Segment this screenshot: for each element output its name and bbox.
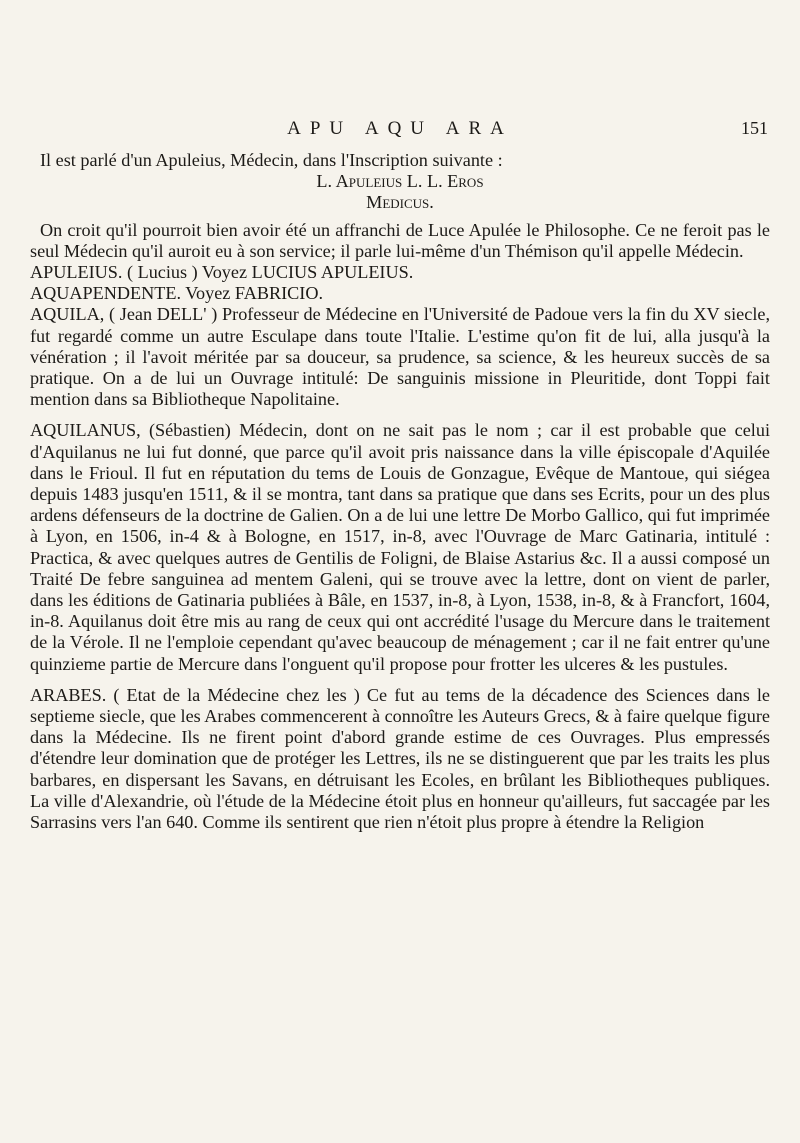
apuleius-intro-line: Il est parlé d'un Apuleius, Médecin, dans l'Inscription suivante : [40, 150, 503, 170]
entry-apuleius-lucius: APULEIUS. ( Lucius ) Voyez LUCIUS APULEIUS. [30, 262, 414, 283]
entry-aquilanus: AQUILANUS, (Sébastien) Médecin, dont on ne sait pas le nom ; car il est probable que celui d'Aquilanus ne lui fut donné, que parce qu'il avoit pris naissance dans la ville épiscopale d'Aquilée dans le Frioul. Il fut en réputation du tems de Louis de Gonzague, Evêque de Mantoue, qui siégea depuis 1483 jusqu'en 1511, & il se montra, tant dans sa pratique que dans ses Ecrits, pour un des plus ardens défenseurs de la doctrine de Galien. On a de lui une lettre De Morbo Gallico, qui fut imprimée à Lyon, en 1506, in-4 & à Bologne, en 1517, in-8, avec l'Ouvrage de Marc Gatinaria, intitulé : Practica, & avec quelques autres de Gentilis de Foligni, de Blaise Astarius &c. Il a aussi composé un Traité De febre sanguinea ad mentem Galeni, qui se trouve avec la lettre, dont on vient de parler, dans les éditions de Gatinaria publiées à Bâle, en 1537, in-8, à Lyon, 1538, in-8, & à Francfort, 1604, in-8. Aquilanus doit être mis au rang de ceux qui ont accrédité l'usage du Mercure dans le traitement de la Vérole. Il ne l'emploie cependant qu'avec beaucoup de ménagement ; car il ne fait entrer qu'une quinzieme partie de Mercure dans l'onguent qu'il propose pour frotter les ulceres & les pustules. [30, 420, 770, 674]
inscription-line-2: Medicus. [366, 192, 434, 213]
page-number: 151 [741, 118, 768, 138]
running-head-title: APU AQU ARA [287, 118, 513, 139]
entry-aquapendente: AQUAPENDENTE. Voyez FABRICIO. [30, 283, 324, 304]
running-head [0, 118, 800, 142]
page-body [30, 150, 770, 833]
inscription-line-1: L. Apuleius L. L. Eros [316, 171, 484, 192]
entry-arabes: ARABES. ( Etat de la Médecine chez les ) Ce fut au tems de la décadence des Sciences dans le septieme siecle, que les Arabes commencerent à connoître les Auteurs Grecs, & à faire quelque figure dans la Médecine. Ils ne firent point d'abord grande estime de ces Ouvrages. Plus empressés d'étendre leur domination que de protéger les Lettres, ils ne se distinguerent que par les traits les plus barbares, en dispersant les Savans, en détruisant les Ecoles, en brûlant les Bibliotheques publiques. La ville d'Alexandrie, où l'étude de la Médecine étoit plus en honneur qu'ailleurs, fut saccagée par les Sarrasins vers l'an 640. Comme ils sentirent que rien n'étoit plus propre à étendre la Religion [30, 684, 770, 833]
apuleius-note: On croit qu'il pourroit bien avoir été un affranchi de Luce Apulée le Philosophe. Ce ne feroit pas le seul Médecin qu'il auroit eu à son service; il parle lui-même d'un Thémison qu'il appelle Médecin. [30, 219, 770, 261]
entry-aquila: AQUILA, ( Jean DELL' ) Professeur de Médecine en l'Université de Padoue vers la fin du XV siecle, fut regardé comme un autre Esculape dans toute l'Italie. L'estime qu'on fit de lui, alla jusqu'à la vénération ; il l'avoit méritée par sa douceur, sa prudence, sa science, & les heureux succès de sa pratique. On a de lui un Ouvrage intitulé: De sanguinis missione in Pleuritide, dont Toppi fait mention dans sa Bibliotheque Napolitaine. [30, 304, 770, 410]
